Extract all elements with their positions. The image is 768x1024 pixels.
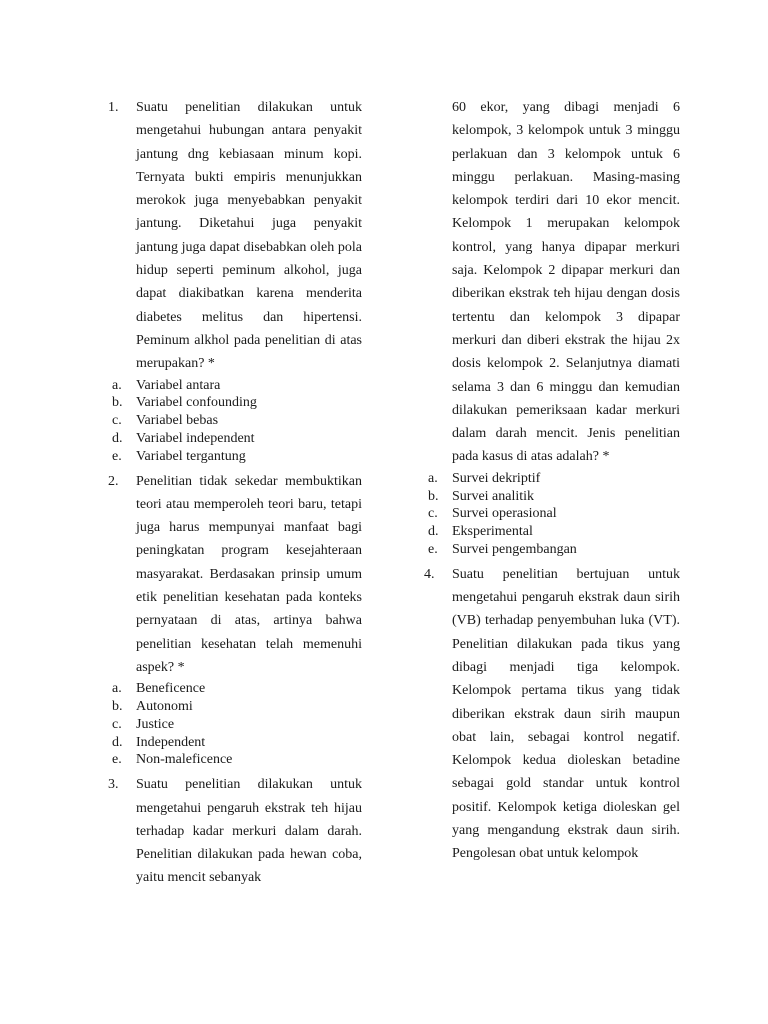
option-letter: e. (112, 752, 122, 768)
option-letter: d. (112, 734, 123, 750)
option-text: Justice (136, 716, 175, 732)
option-text: Variabel bebas (136, 413, 219, 429)
option-text: Survei pengembangan (452, 541, 577, 557)
option-b[interactable] (424, 488, 680, 506)
option-text: Autonomi (136, 699, 193, 715)
option-text: Beneficence (136, 681, 206, 697)
left-column (108, 96, 362, 890)
option-text: Variabel tergantung (136, 448, 246, 464)
option-letter: c. (428, 506, 438, 522)
answer-options-2 (108, 680, 362, 769)
option-text: Non-maleficence (136, 752, 233, 768)
option-text: Survei operasional (452, 506, 557, 522)
option-c[interactable] (108, 412, 362, 430)
option-letter: d. (428, 524, 439, 540)
option-b[interactable] (108, 394, 362, 412)
option-c[interactable] (108, 716, 362, 734)
option-a[interactable] (108, 377, 362, 395)
question-4 (424, 563, 680, 866)
option-a[interactable] (108, 680, 362, 698)
option-d[interactable] (108, 734, 362, 752)
option-letter: e. (112, 448, 122, 464)
option-letter: e. (428, 541, 438, 557)
option-letter: a. (112, 681, 122, 697)
right-column (424, 96, 680, 866)
option-letter: c. (112, 413, 122, 429)
question-number: 2. (108, 473, 119, 489)
option-b[interactable] (108, 698, 362, 716)
option-letter: b. (112, 395, 123, 411)
option-text: Survei dekriptif (452, 470, 541, 486)
question-number: 3. (108, 777, 119, 793)
question-number: 4. (424, 566, 435, 582)
option-letter: d. (112, 430, 123, 446)
option-text: Variabel confounding (136, 395, 257, 411)
question-3 (108, 773, 362, 889)
option-letter: a. (428, 470, 438, 486)
question-3-continued (424, 96, 680, 469)
option-letter: b. (428, 488, 439, 504)
option-letter: c. (112, 716, 122, 732)
question-text: Penelitian tidak sekedar membuktikan teori atau memperoleh teori baru, tetapi juga harus mempunyai manfaat bagi peningkatan program kesejahteraan masyarakat. Berdasakan prinsip umum etik penelitian kesehatan pada konteks pernyataan di atas, artinya bahwa penelitian kesehatan telah memenuhi aspek? * (136, 473, 362, 675)
option-d[interactable] (108, 430, 362, 448)
option-text: Survei analitik (452, 488, 535, 504)
option-e[interactable] (108, 751, 362, 769)
question-text: Suatu penelitian bertujuan untuk mengetahui pengaruh ekstrak daun sirih (VB) terhadap penyembuhan luka (VT). Penelitian dilakukan pada tikus yang dibagi menjadi tiga kelompok. Kelompok pertama tikus yang tidak diberikan ekstrak daun sirih maupun obat lain, sebagai kontrol negatif. Kelompok kedua dioleskan betadine sebagai gold standar untuk kontrol positif. Kelompok ketiga dioleskan gel yang mengandung ekstrak daun sirih. Pengolesan obat untuk kelompok (452, 566, 680, 862)
option-c[interactable] (424, 505, 680, 523)
question-2 (108, 470, 362, 680)
question-1 (108, 96, 362, 376)
question-text: Suatu penelitian dilakukan untuk mengetahui pengaruh ekstrak teh hijau terhadap kadar merkuri dalam darah. Penelitian dilakukan pada hewan coba, yaitu mencit sebanyak (136, 777, 362, 886)
option-a[interactable] (424, 470, 680, 488)
option-text: Independent (136, 734, 206, 750)
answer-options-3 (424, 470, 680, 559)
option-d[interactable] (424, 523, 680, 541)
option-text: Variabel antara (136, 377, 221, 393)
option-letter: a. (112, 377, 122, 393)
question-text: Suatu penelitian dilakukan untuk mengetahui hubungan antara penyakit jantung dng kebiasaan minum kopi. Ternyata bukti empiris menunjukkan merokok juga menyebabkan penyakit jantung. Diketahui juga penyakit jantung juga dapat disebabkan oleh pola hidup seperti peminum alkohol, juga dapat diakibatkan karena menderita diabetes melitus dan hipertensi. Peminum alkhol pada penelitian di atas merupakan? * (136, 100, 362, 372)
option-e[interactable] (108, 448, 362, 466)
option-text: Variabel independent (136, 430, 255, 446)
question-text: 60 ekor, yang dibagi menjadi 6 kelompok, 3 kelompok untuk 3 minggu perlakuan dan 3 kelompok untuk 6 minggu perlakuan. Masing-masing kelompok terdiri dari 10 ekor mencit. Kelompok 1 merupakan kelompok kontrol, yang hanya dipapar merkuri saja. Kelompok 2 dipapar merkuri dan diberikan ekstrak teh hijau dengan dosis tertentu dan kelompok 3 dipapar merkuri dan diberi ekstrak the hijau 2x dosis kelompok 2. Selanjutnya diamati selama 3 dan 6 minggu dan kemudian dilakukan pemeriksaan kadar merkuri dalam darah mencit. Jenis penelitian pada kasus di atas adalah? * (452, 100, 680, 465)
answer-options-1 (108, 377, 362, 466)
option-letter: b. (112, 699, 123, 715)
option-e[interactable] (424, 541, 680, 559)
option-text: Eksperimental (452, 524, 533, 540)
question-number: 1. (108, 100, 119, 115)
